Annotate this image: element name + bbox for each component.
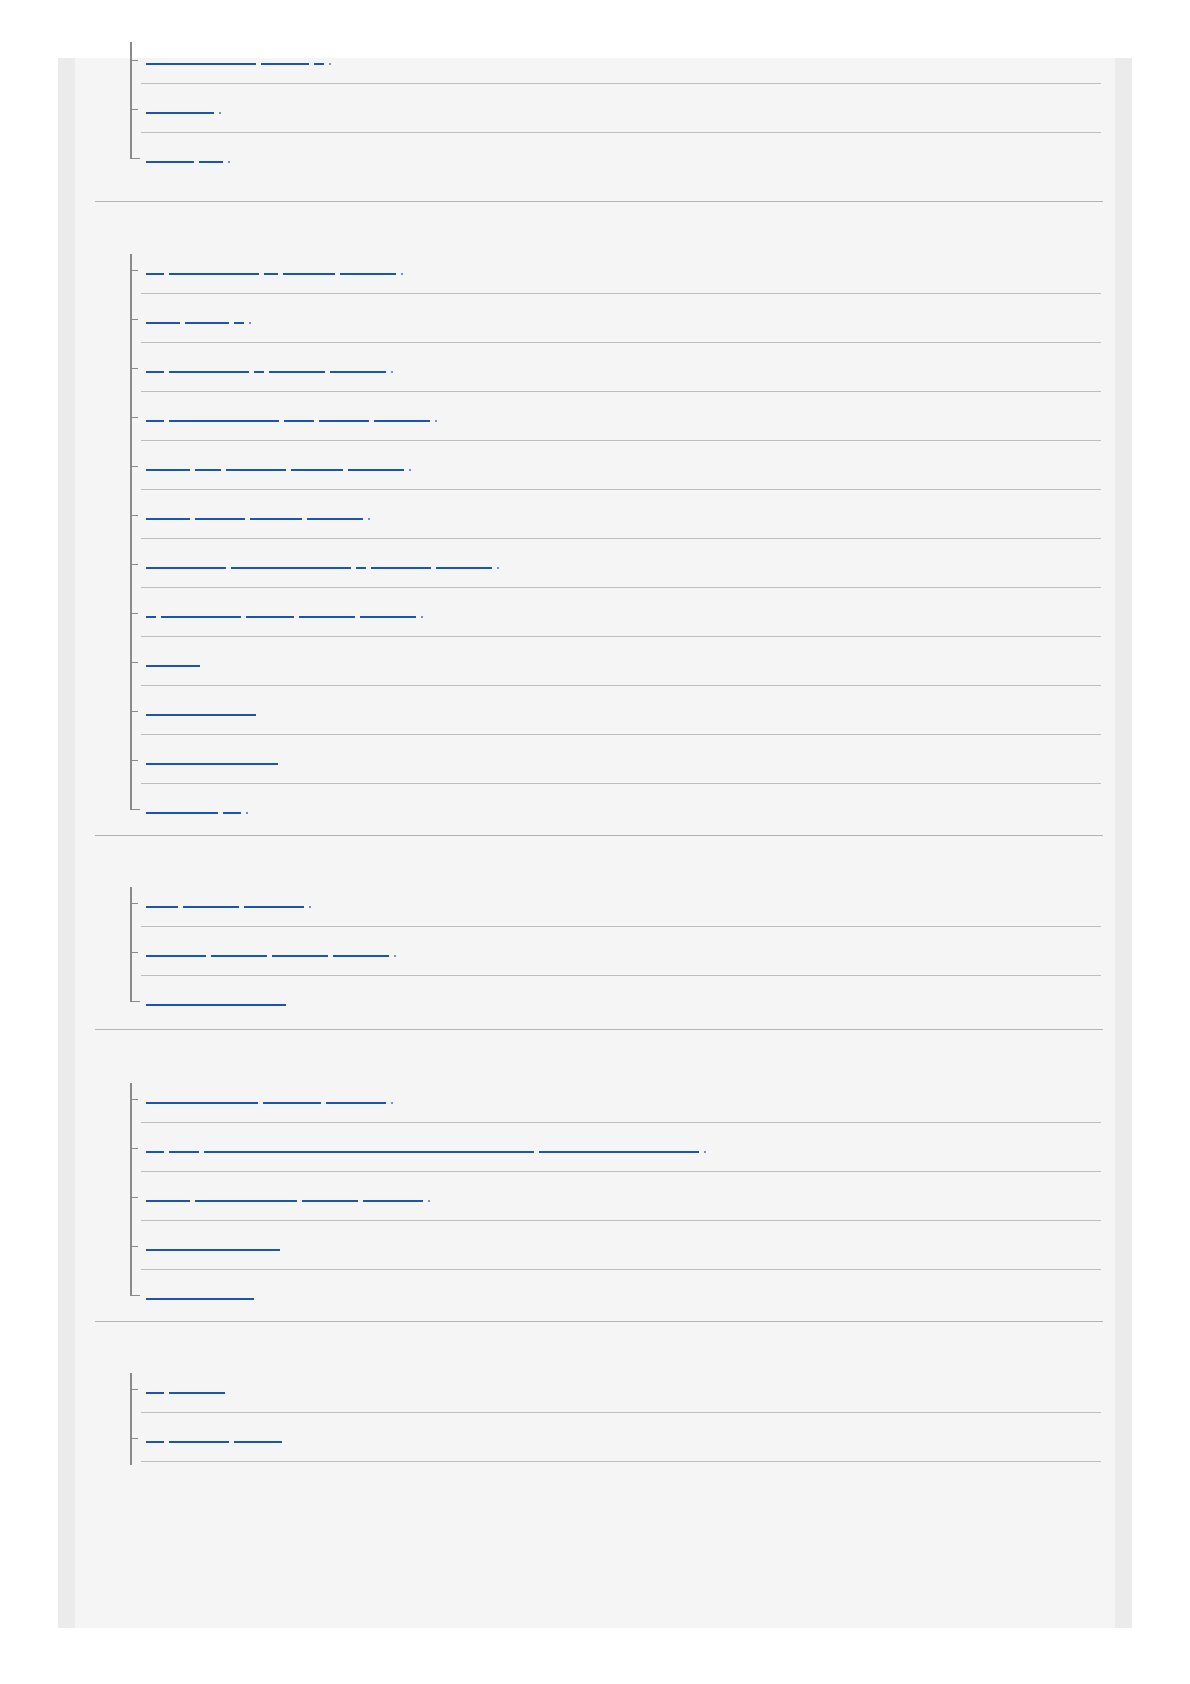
- tree-branch: [130, 903, 138, 904]
- link-underline-segment: [244, 906, 304, 908]
- link-underline-segment: [250, 518, 302, 520]
- toc-item[interactable]: [75, 1221, 1115, 1273]
- link-underline-segment: [185, 322, 229, 324]
- link-underline-segment: [146, 812, 218, 814]
- link-underline-segment: [146, 906, 178, 908]
- link-underline-segment: [146, 1441, 164, 1443]
- link-underline-segment: [146, 616, 156, 618]
- toc-link[interactable]: [146, 606, 428, 618]
- link-underline-segment: [329, 63, 331, 65]
- link-underline-segment: [272, 955, 328, 957]
- tree-branch: [130, 952, 138, 953]
- link-underline-segment: [199, 161, 223, 163]
- link-underline-segment: [246, 616, 294, 618]
- link-underline-segment: [263, 1102, 321, 1104]
- link-underline-segment: [146, 1004, 286, 1006]
- toc-item[interactable]: [75, 133, 1115, 185]
- link-underline-segment: [368, 518, 370, 520]
- link-underline-segment: [146, 1392, 164, 1394]
- tree-branch: [130, 1001, 140, 1002]
- link-underline-segment: [330, 371, 386, 373]
- toc-link[interactable]: [146, 802, 253, 814]
- link-underline-segment: [146, 714, 256, 716]
- link-underline-segment: [169, 273, 259, 275]
- tree-branch: [130, 1099, 138, 1100]
- toc-item[interactable]: [75, 343, 1115, 395]
- link-underline-segment: [169, 371, 249, 373]
- link-underline-segment: [326, 1102, 386, 1104]
- toc-link[interactable]: [146, 263, 408, 275]
- toc-item[interactable]: [75, 1413, 1115, 1465]
- link-underline-segment: [195, 1200, 297, 1202]
- link-underline-segment: [254, 371, 264, 373]
- tree-branch: [130, 711, 138, 712]
- tree-branch: [130, 1197, 138, 1198]
- toc-item[interactable]: [75, 637, 1115, 689]
- link-underline-segment: [539, 1151, 699, 1153]
- link-underline-segment: [333, 955, 389, 957]
- link-underline-segment: [146, 518, 190, 520]
- link-underline-segment: [146, 469, 190, 471]
- section-divider: [95, 1029, 1103, 1030]
- tree-branch: [130, 417, 138, 418]
- link-underline-segment: [169, 1392, 225, 1394]
- toc-item[interactable]: [75, 490, 1115, 542]
- toc-item[interactable]: [75, 927, 1115, 979]
- toc-link[interactable]: [146, 1431, 287, 1443]
- link-underline-segment: [249, 322, 251, 324]
- toc-link[interactable]: [146, 753, 283, 765]
- tree-branch: [130, 158, 140, 159]
- link-underline-segment: [319, 420, 369, 422]
- toc-link[interactable]: [146, 557, 504, 569]
- toc-link[interactable]: [146, 896, 316, 908]
- toc-item[interactable]: [75, 294, 1115, 346]
- link-underline-segment: [371, 567, 431, 569]
- tree-branch: [130, 1438, 138, 1439]
- link-underline-segment: [146, 322, 180, 324]
- tree-branch: [130, 1389, 138, 1390]
- link-underline-segment: [264, 273, 278, 275]
- link-underline-segment: [146, 955, 206, 957]
- link-underline-segment: [435, 420, 437, 422]
- tree-branch: [130, 809, 140, 810]
- toc-item[interactable]: [75, 878, 1115, 930]
- link-underline-segment: [146, 161, 194, 163]
- toc-item[interactable]: [75, 392, 1115, 444]
- tree-branch: [130, 109, 138, 110]
- link-underline-segment: [409, 469, 411, 471]
- toc-item[interactable]: [75, 245, 1115, 297]
- toc-link[interactable]: [146, 508, 375, 520]
- link-underline-segment: [314, 63, 324, 65]
- toc-link[interactable]: [146, 704, 261, 716]
- link-underline-segment: [146, 420, 164, 422]
- toc-link[interactable]: [146, 459, 416, 471]
- tree-branch: [130, 564, 138, 565]
- toc-item[interactable]: [75, 1172, 1115, 1224]
- link-underline-segment: [391, 1102, 393, 1104]
- item-separator: [141, 1461, 1101, 1462]
- toc-link[interactable]: [146, 361, 398, 373]
- tree-branch: [130, 1148, 138, 1149]
- tree-branch: [130, 515, 138, 516]
- toc-link[interactable]: [146, 655, 205, 667]
- link-underline-segment: [374, 420, 430, 422]
- link-underline-segment: [146, 1200, 190, 1202]
- link-underline-segment: [360, 616, 416, 618]
- toc-item[interactable]: [75, 84, 1115, 136]
- tree-branch: [130, 466, 138, 467]
- link-underline-segment: [401, 273, 403, 275]
- link-underline-segment: [146, 1151, 164, 1153]
- link-underline-segment: [231, 567, 351, 569]
- link-underline-segment: [211, 955, 267, 957]
- link-underline-segment: [246, 812, 248, 814]
- toc-item[interactable]: [75, 686, 1115, 738]
- toc-item[interactable]: [75, 539, 1115, 591]
- link-underline-segment: [436, 567, 492, 569]
- toc-link[interactable]: [146, 102, 226, 114]
- toc-panel: [75, 58, 1115, 1628]
- toc-item[interactable]: [75, 735, 1115, 787]
- link-underline-segment: [340, 273, 396, 275]
- link-underline-segment: [146, 567, 226, 569]
- tree-branch: [130, 270, 138, 271]
- link-underline-segment: [195, 469, 221, 471]
- link-underline-segment: [146, 1249, 280, 1251]
- toc-link[interactable]: [146, 1092, 398, 1104]
- link-underline-segment: [195, 518, 245, 520]
- tree-branch: [130, 760, 138, 761]
- link-underline-segment: [146, 371, 164, 373]
- link-underline-segment: [219, 112, 221, 114]
- link-underline-segment: [234, 322, 244, 324]
- toc-link[interactable]: [146, 994, 291, 1006]
- toc-item[interactable]: [75, 1270, 1115, 1322]
- link-underline-segment: [228, 161, 230, 163]
- link-underline-segment: [146, 665, 200, 667]
- link-underline-segment: [394, 955, 396, 957]
- link-underline-segment: [302, 1200, 358, 1202]
- link-underline-segment: [169, 1151, 199, 1153]
- toc-item[interactable]: [75, 1074, 1115, 1126]
- link-underline-segment: [146, 1298, 254, 1300]
- tree-branch: [130, 1295, 140, 1296]
- link-underline-segment: [348, 469, 404, 471]
- link-underline-segment: [497, 567, 499, 569]
- section-divider: [95, 201, 1103, 202]
- toc-link[interactable]: [146, 410, 442, 422]
- link-underline-segment: [169, 1441, 229, 1443]
- section-divider: [95, 1321, 1103, 1322]
- link-underline-segment: [146, 112, 214, 114]
- toc-link[interactable]: [146, 312, 256, 324]
- link-underline-segment: [421, 616, 423, 618]
- link-underline-segment: [261, 63, 309, 65]
- link-underline-segment: [146, 63, 256, 65]
- link-underline-segment: [223, 812, 241, 814]
- toc-link[interactable]: [146, 1190, 435, 1202]
- toc-item[interactable]: [75, 1123, 1115, 1175]
- section-divider: [95, 835, 1103, 836]
- toc-link[interactable]: [146, 151, 235, 163]
- link-underline-segment: [284, 420, 314, 422]
- toc-item[interactable]: [75, 588, 1115, 640]
- link-underline-segment: [161, 616, 241, 618]
- link-underline-segment: [269, 371, 325, 373]
- link-underline-segment: [169, 420, 279, 422]
- link-underline-segment: [363, 1200, 423, 1202]
- link-underline-segment: [309, 906, 311, 908]
- link-underline-segment: [183, 906, 239, 908]
- document-page: [58, 58, 1132, 1628]
- link-underline-segment: [226, 469, 286, 471]
- tree-branch: [130, 60, 138, 61]
- link-underline-segment: [146, 1102, 258, 1104]
- tree-branch: [130, 613, 138, 614]
- tree-branch: [130, 368, 138, 369]
- link-underline-segment: [299, 616, 355, 618]
- toc-link[interactable]: [146, 945, 401, 957]
- toc-item[interactable]: [75, 976, 1115, 1028]
- tree-branch: [130, 1246, 138, 1247]
- toc-link[interactable]: [146, 1141, 711, 1153]
- link-underline-segment: [356, 567, 366, 569]
- toc-link[interactable]: [146, 1239, 285, 1251]
- link-underline-segment: [391, 371, 393, 373]
- tree-branch: [130, 662, 138, 663]
- toc-item[interactable]: [75, 1364, 1115, 1416]
- link-underline-segment: [428, 1200, 430, 1202]
- toc-item[interactable]: [75, 35, 1115, 87]
- link-underline-segment: [307, 518, 363, 520]
- tree-branch: [130, 319, 138, 320]
- toc-item[interactable]: [75, 441, 1115, 493]
- link-underline-segment: [146, 763, 278, 765]
- link-underline-segment: [146, 273, 164, 275]
- toc-link[interactable]: [146, 53, 336, 65]
- toc-link[interactable]: [146, 1382, 230, 1394]
- toc-item[interactable]: [75, 784, 1115, 836]
- link-underline-segment: [704, 1151, 706, 1153]
- link-underline-segment: [291, 469, 343, 471]
- link-underline-segment: [283, 273, 335, 275]
- toc-link[interactable]: [146, 1288, 259, 1300]
- link-underline-segment: [234, 1441, 282, 1443]
- link-underline-segment: [204, 1151, 534, 1153]
